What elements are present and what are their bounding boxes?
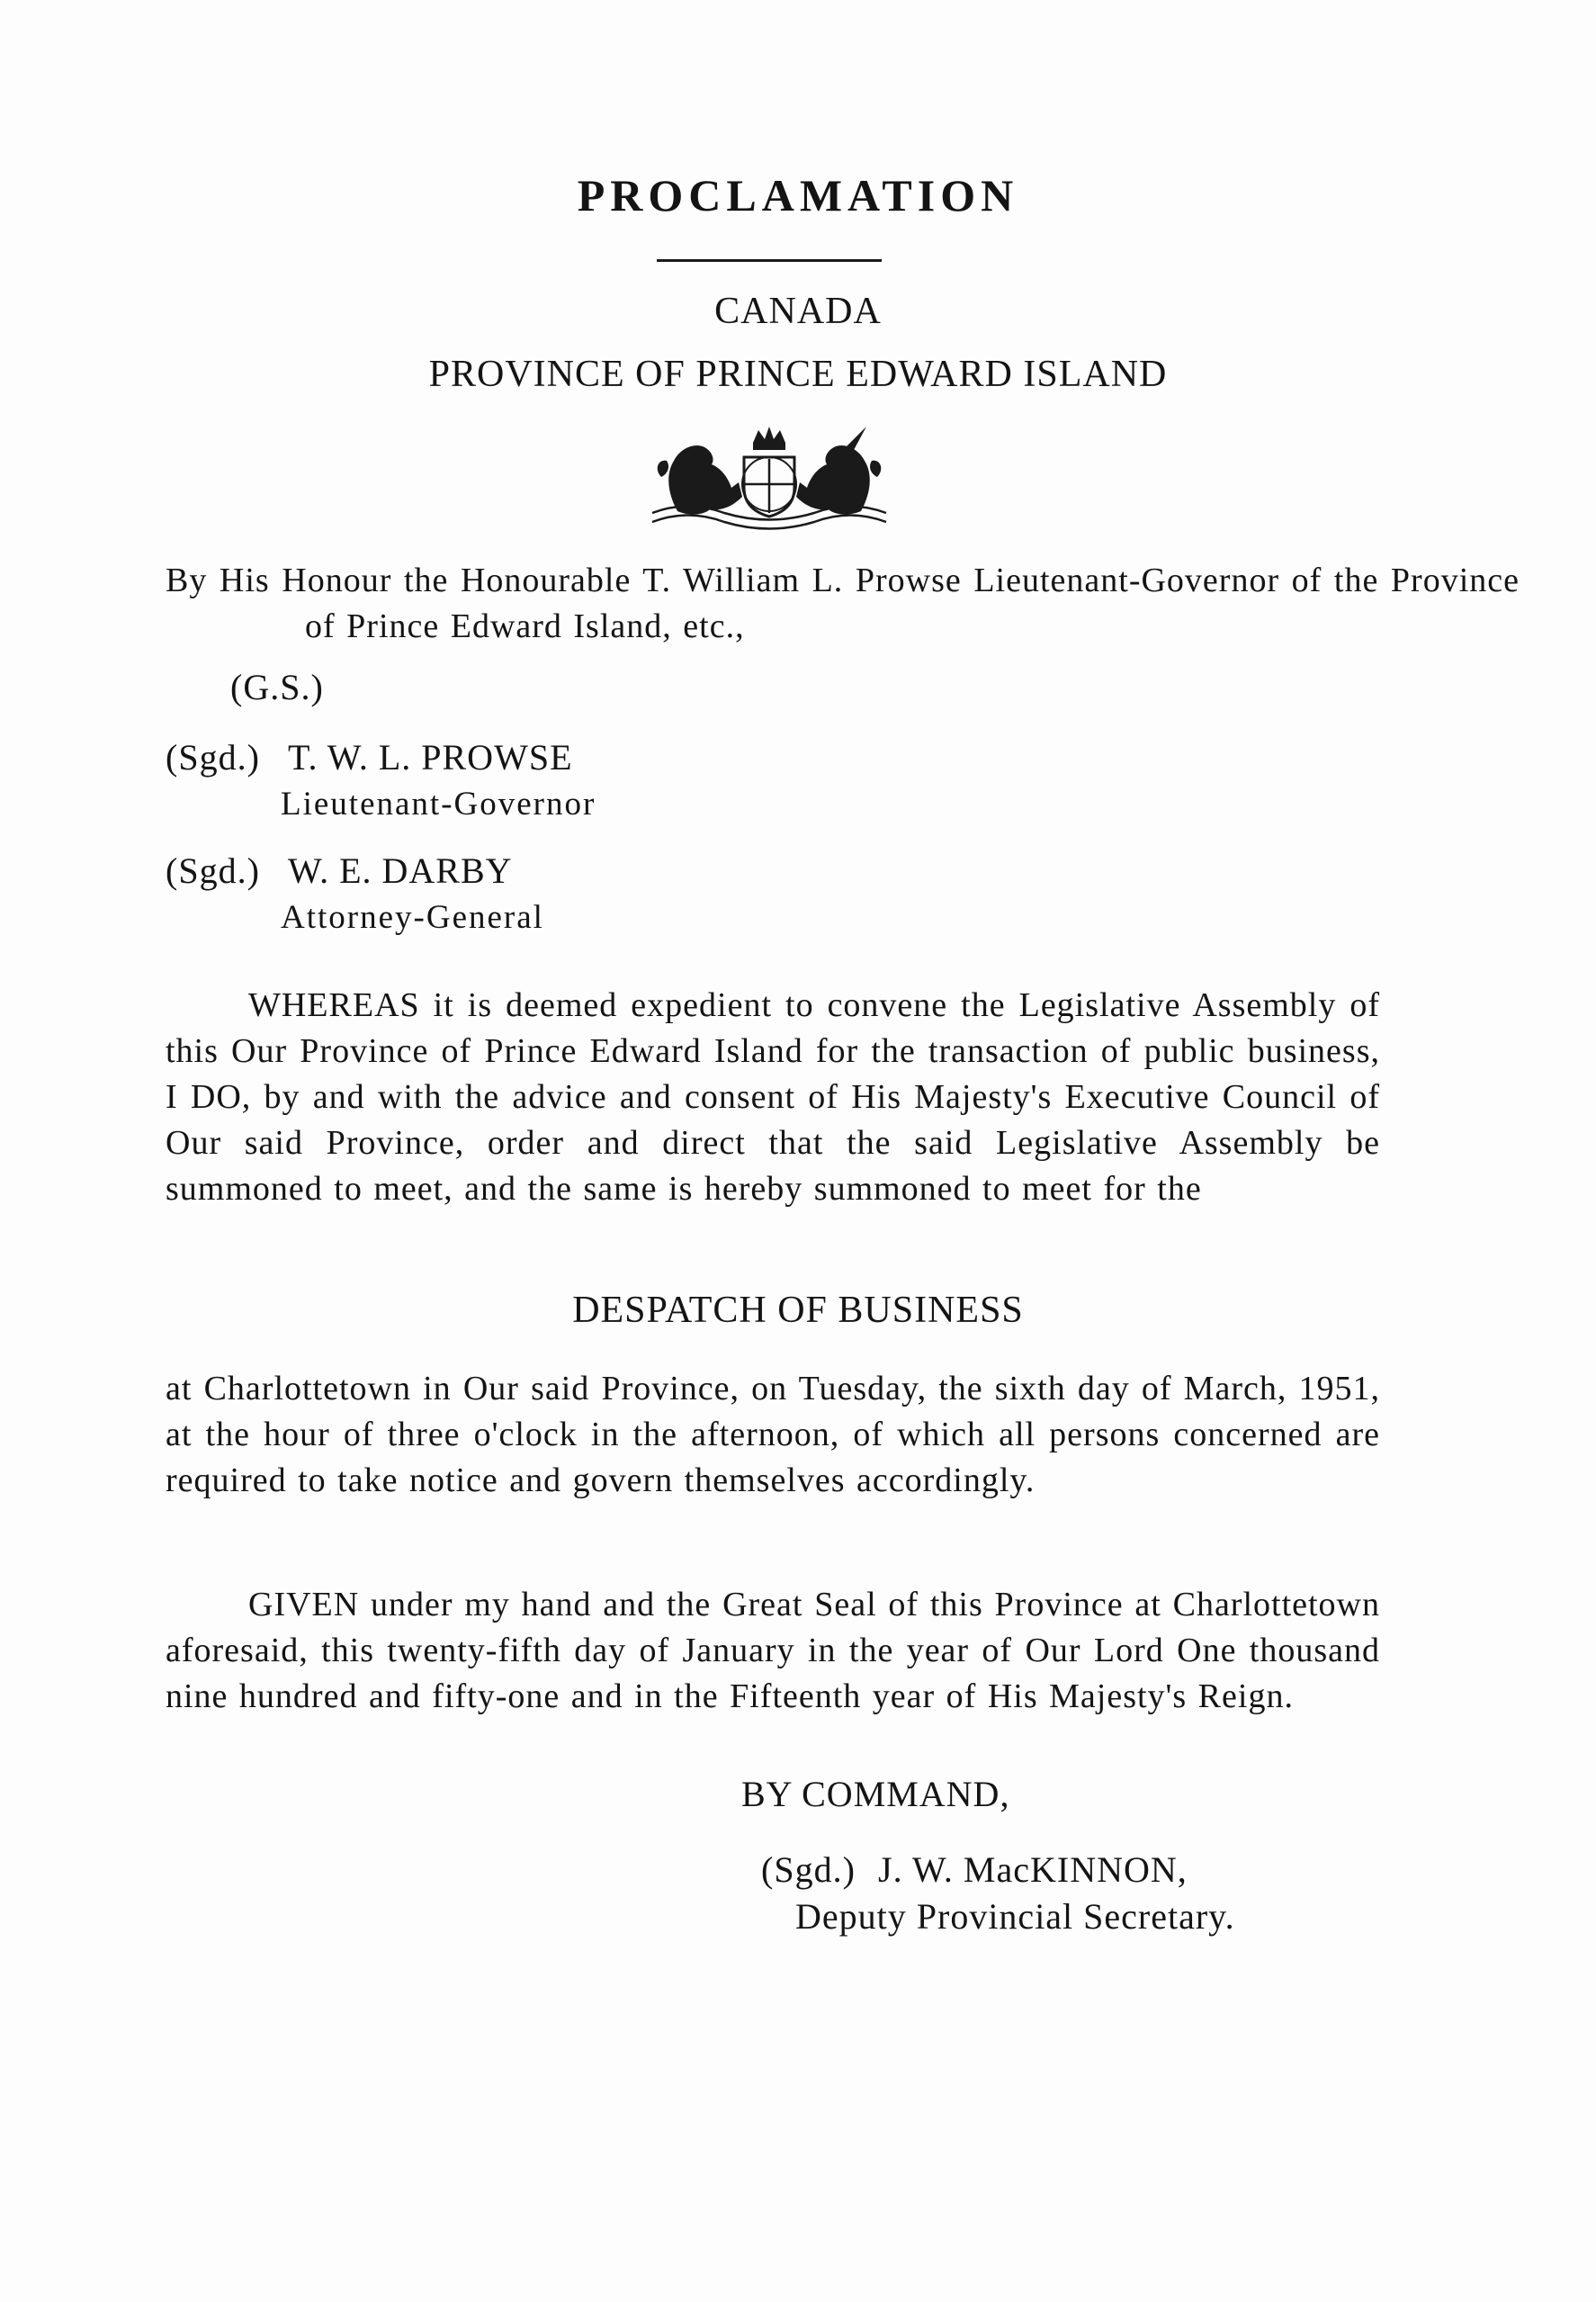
province-heading: PROVINCE OF PRINCE EDWARD ISLAND [428, 354, 1168, 395]
signatory-name: T. W. L. PROWSE [288, 737, 573, 778]
title-divider [657, 259, 882, 262]
closing-signatory-title: Deputy Provincial Secretary. [795, 1896, 1235, 1937]
page-title: PROCLAMATION [577, 170, 1019, 220]
details-paragraph: at Charlottetown in Our said Province, on Tuesday, the sixth day of March, 1951, at the hour of three o'clock in the afternoon, of which all persons concerned are required to take notice and govern themselves accordingly. [166, 1370, 1380, 1499]
preamble-paragraph: By His Honour the Honourable T. William L. Prowse Lieutenant-Governor of the Province of Prince Edward Island, etc., [166, 562, 1520, 645]
great-seal-mark: (G.S.) [230, 667, 324, 707]
by-command-line: BY COMMAND, [741, 1774, 1010, 1814]
whereas-paragraph: WHEREAS it is deemed expedient to convene the Legislative Assembly of this Our Province of Prince Edward Island for the transaction of public business, I DO, by and with the advice and consent of His Majesty's Executive Council of Our said Province, order and direct that the said Legislative Assembly be summoned to meet, and the same is hereby summoned to meet for the [166, 986, 1380, 1208]
given-paragraph: GIVEN under my hand and the Great Seal of this Province at Charlottetown aforesaid, this twenty-fifth day of January in the year of Our Lord One thousand nine hundred and fifty-one and in the Fifteenth year of His Majesty's Reign. [166, 1586, 1380, 1715]
signatory-title: Attorney-General [281, 899, 544, 936]
coat-of-arms-emblem [634, 423, 904, 535]
signed-prefix: (Sgd.) [166, 850, 260, 891]
closing-signatory-name: J. W. MacKINNON, [878, 1849, 1188, 1890]
section-heading: DESPATCH OF BUSINESS [572, 1290, 1024, 1331]
signed-prefix: (Sgd.) [166, 737, 260, 778]
country-heading: CANADA [714, 291, 882, 332]
signatory-title: Lieutenant-Governor [281, 786, 596, 823]
signed-prefix: (Sgd.) [761, 1849, 856, 1890]
signatory-name: W. E. DARBY [288, 850, 513, 891]
